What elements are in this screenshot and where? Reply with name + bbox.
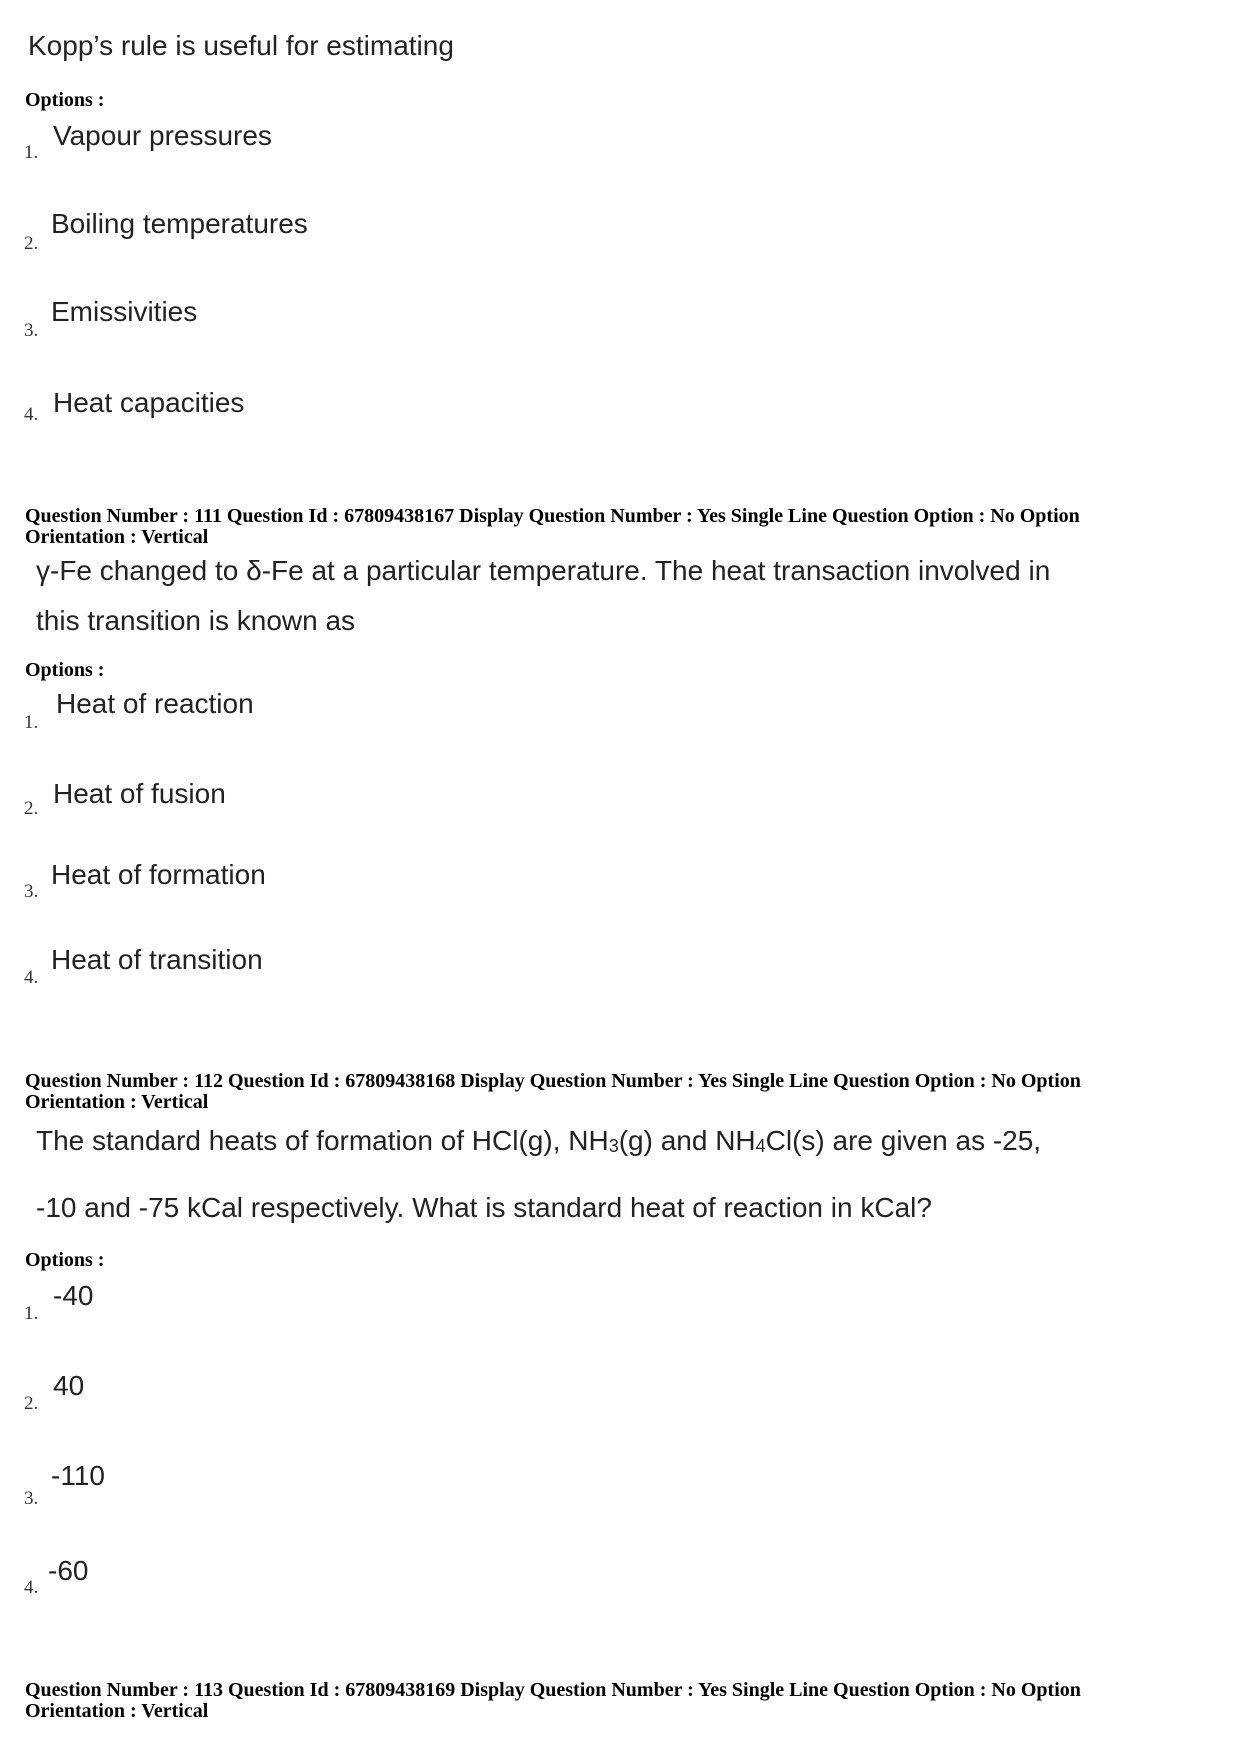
option-number: 1.: [24, 712, 39, 733]
option-number: 2.: [24, 1393, 39, 1414]
question-text-112-part-b: (g) and NH: [618, 1125, 756, 1156]
option-number: 3.: [24, 320, 39, 341]
option-text[interactable]: Heat of formation: [51, 859, 266, 890]
question-text-111-line1: γ-Fe changed to δ-Fe at a particular temperature. The heat transaction involved in: [36, 555, 1051, 586]
option-number: 4.: [24, 404, 39, 425]
option-text[interactable]: Emissivities: [51, 296, 198, 327]
option-text[interactable]: Heat of transition: [51, 944, 263, 975]
option-text[interactable]: Heat of fusion: [53, 778, 226, 809]
option-text[interactable]: -60: [48, 1555, 89, 1586]
question-meta-112-line2: Orientation : Vertical: [25, 1091, 209, 1113]
option-text[interactable]: 40: [53, 1370, 85, 1401]
option-text[interactable]: Heat of reaction: [56, 688, 254, 719]
question-meta-113-line2: Orientation : Vertical: [25, 1700, 209, 1722]
option-text[interactable]: Heat capacities: [53, 387, 245, 418]
options-label-111: Options :: [25, 659, 105, 681]
question-text-112-part-c: Cl(s) are given as -25,: [765, 1125, 1042, 1156]
options-label-112: Options :: [25, 1249, 105, 1271]
question-meta-112: Question Number : 112 Question Id : 67809438168 Display Question Number : Yes Single Line Question Option : No Option: [25, 1070, 1081, 1092]
option-number: 1.: [24, 142, 39, 163]
option-number: 2.: [24, 233, 39, 254]
option-number: 2.: [24, 798, 39, 819]
option-text[interactable]: Vapour pressures: [53, 120, 272, 151]
option-text[interactable]: -40: [53, 1280, 94, 1311]
option-number: 1.: [24, 1303, 39, 1324]
option-text[interactable]: Boiling temperatures: [51, 208, 308, 239]
question-text-112-line1: [36, 1127, 1041, 1155]
question-meta-111: Question Number : 111 Question Id : 67809438167 Display Question Number : Yes Single Line Question Option : No Option: [25, 505, 1080, 527]
option-number: 3.: [24, 881, 39, 902]
option-text[interactable]: -110: [51, 1460, 105, 1491]
subscript-3: 3: [608, 1136, 619, 1156]
question-text-110: Kopp’s rule is useful for estimating: [28, 30, 454, 61]
question-text-112-part-a: The standard heats of formation of HCl(g), NH: [36, 1125, 609, 1156]
option-number: 4.: [24, 1577, 39, 1598]
question-text-112-line2: -10 and -75 kCal respectively. What is standard heat of reaction in kCal?: [36, 1192, 932, 1223]
question-text-111-line2: this transition is known as: [36, 605, 356, 636]
option-number: 4.: [24, 967, 39, 988]
question-meta-113: Question Number : 113 Question Id : 67809438169 Display Question Number : Yes Single Line Question Option : No Option: [25, 1679, 1081, 1701]
options-label-110: Options :: [25, 89, 105, 111]
option-number: 3.: [24, 1488, 39, 1509]
subscript-4: 4: [755, 1136, 766, 1156]
question-meta-111-line2: Orientation : Vertical: [25, 526, 209, 548]
